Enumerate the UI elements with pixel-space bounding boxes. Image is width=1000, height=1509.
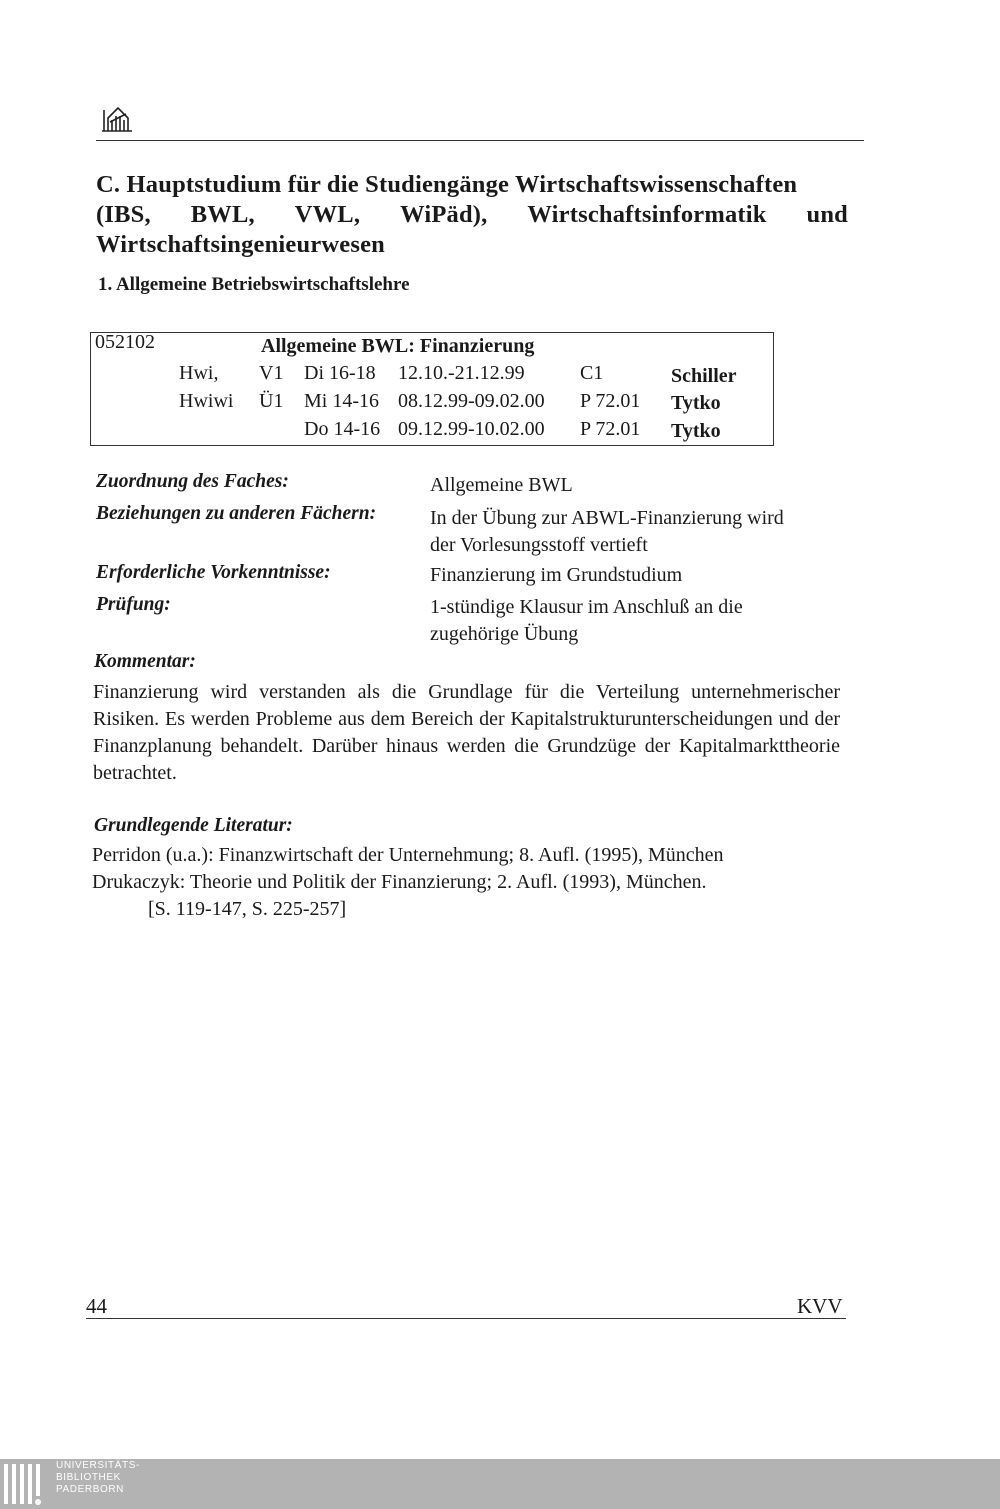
course-number: 052102 <box>95 331 155 353</box>
title-word: VWL, <box>294 201 361 228</box>
library-logo-icon <box>2 1462 52 1506</box>
field-value: In der Übung zur ABWL-Finanzierung wird der Vorlesungsstoff vertieft <box>430 507 784 556</box>
course-box <box>90 332 774 446</box>
course-program: Hwi, <box>179 362 219 384</box>
header-rule <box>96 140 864 141</box>
literature-item: Perridon (u.a.): Finanzwirtschaft der Unternehmung; 8. Aufl. (1995), München <box>92 844 724 866</box>
library-name <box>56 1460 140 1496</box>
comment-heading: Kommentar: <box>94 651 196 672</box>
page-number: 44 <box>86 1294 107 1318</box>
title-word: BWL, <box>190 201 255 228</box>
course-type: V1 <box>259 362 284 384</box>
field-label: Erforderliche Vorkenntnisse: <box>96 562 331 583</box>
title-word: WiPäd), <box>400 201 488 228</box>
title-line-3: Wirtschaftsingenieurwesen <box>96 231 385 258</box>
literature-pages: [S. 119-147, S. 225-257] <box>148 898 347 920</box>
course-time: Do 14-16 <box>304 418 381 440</box>
university-building-icon <box>100 100 134 134</box>
course-lecturer: Tytko <box>671 392 721 414</box>
course-room: P 72.01 <box>580 418 641 440</box>
comment-body: Finanzierung wird verstanden als die Grundlage für die Verteilung unternehmerischer Risiken. Es werden Probleme aus dem Bereich der Kapitalstrukturunterscheidungen und der Finanzplanung behandelt. Darüber hinaus werden die Grundzüge der Kapitalmarkttheorie betrachtet. <box>93 681 840 784</box>
course-dates: 08.12.99-09.02.00 <box>398 390 545 412</box>
field-label: Zuordnung des Faches: <box>96 471 289 492</box>
course-name: Allgemeine BWL: Finanzierung <box>261 335 535 357</box>
footer-rule <box>86 1318 846 1319</box>
field-value: 1-stündige Klausur im Anschluß an die zugehörige Übung <box>430 596 743 645</box>
field-value: Allgemeine BWL <box>430 474 573 496</box>
course-room: C1 <box>580 362 604 384</box>
library-name-line: PADERBORN <box>56 1484 125 1495</box>
title-line-2 <box>96 200 848 230</box>
page-title <box>96 170 848 260</box>
course-type: Ü1 <box>259 390 284 412</box>
footer-label: KVV <box>797 1294 843 1318</box>
course-time: Di 16-18 <box>304 362 376 384</box>
literature-item: Drukaczyk: Theorie und Politik der Finanzierung; 2. Aufl. (1993), München. <box>92 871 707 893</box>
library-name-line: UNIVERSITÄTS- <box>56 1460 140 1471</box>
field-label: Prüfung: <box>96 594 171 615</box>
library-bar <box>0 1459 1000 1509</box>
field-value: Finanzierung im Grundstudium <box>430 564 683 586</box>
course-lecturer: Schiller <box>671 365 737 387</box>
course-dates: 12.10.-21.12.99 <box>398 362 525 384</box>
course-dates: 09.12.99-10.02.00 <box>398 418 545 440</box>
title-word: (IBS, <box>96 201 151 228</box>
course-lecturer: Tytko <box>671 420 721 442</box>
course-time: Mi 14-16 <box>304 390 379 412</box>
title-word: Wirtschaftsinformatik <box>527 201 767 228</box>
title-line-1: C. Hauptstudium für die Studiengänge Wirtschaftswissenschaften <box>96 171 798 198</box>
subsection-heading: 1. Allgemeine Betriebswirtschaftslehre <box>98 274 410 295</box>
library-name-line: BIBLIOTHEK <box>56 1472 121 1483</box>
course-room: P 72.01 <box>580 390 641 412</box>
literature-heading: Grundlegende Literatur: <box>94 815 293 836</box>
title-word: und <box>806 201 848 228</box>
course-program: Hwiwi <box>179 390 234 412</box>
field-label: Beziehungen zu anderen Fächern: <box>96 503 377 524</box>
